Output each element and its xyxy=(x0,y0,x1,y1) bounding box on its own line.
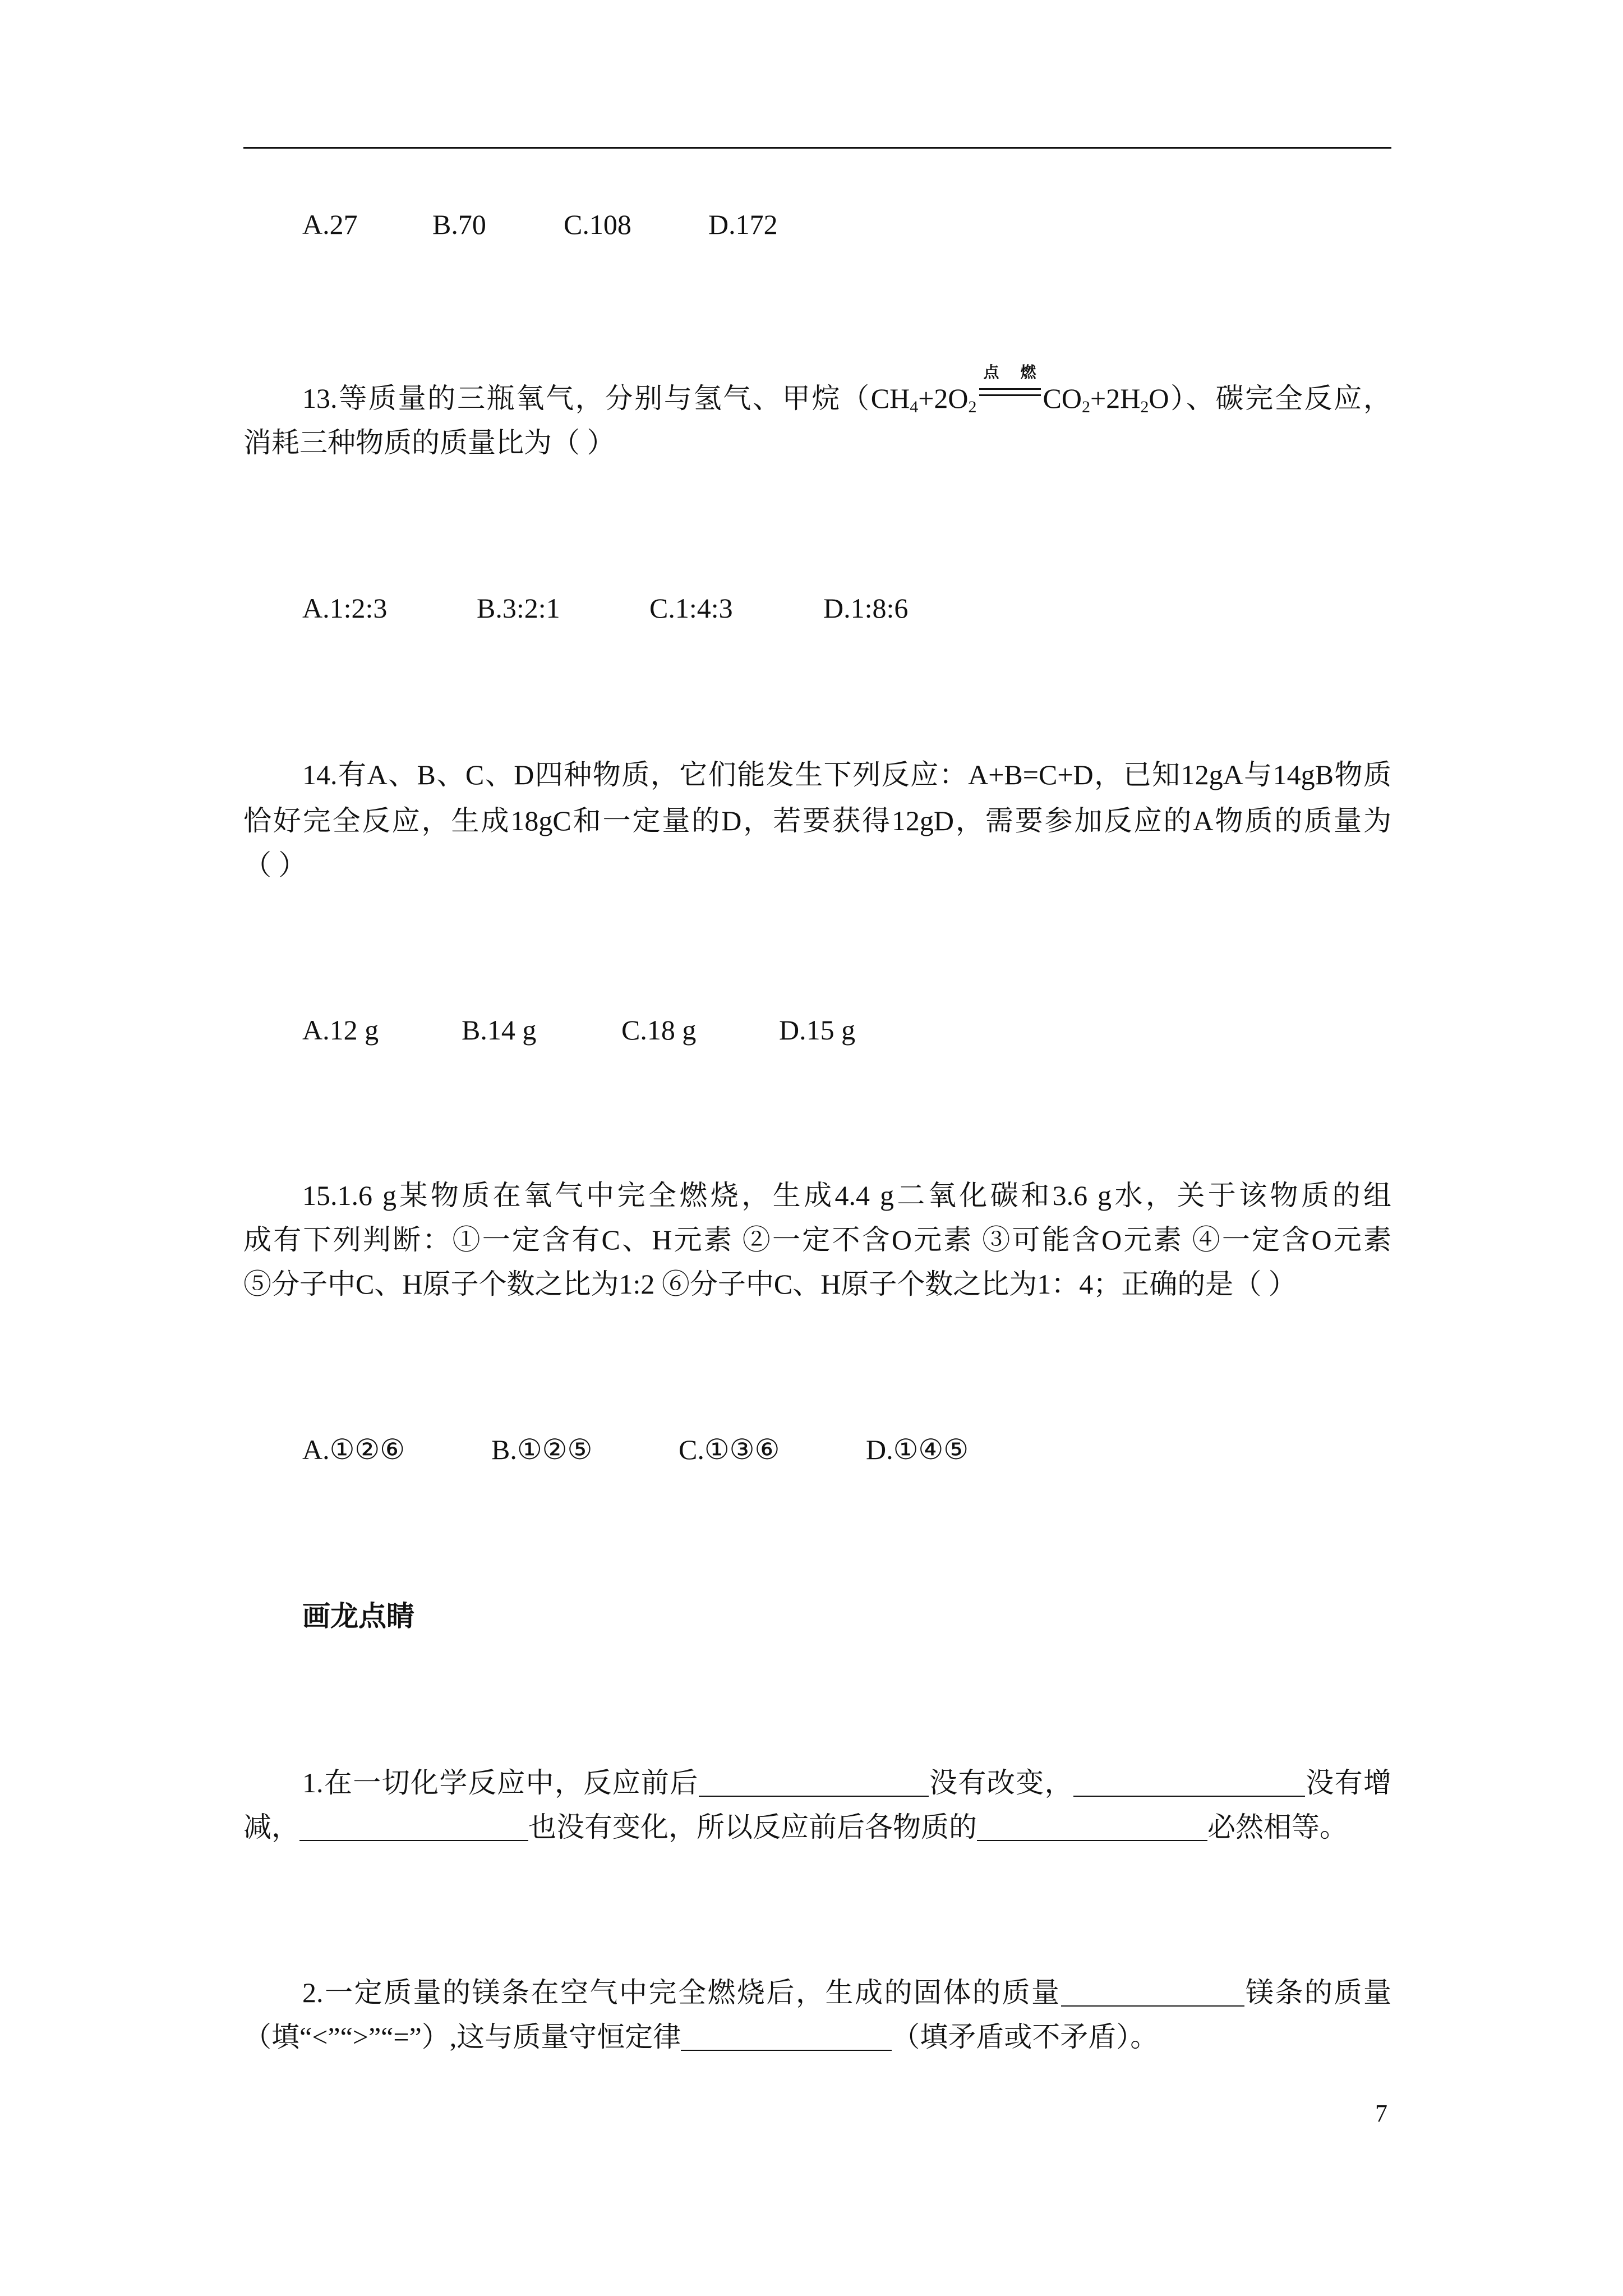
fill2-line-1 xyxy=(302,1976,1391,2009)
q15-option-d: D.①④⑤ xyxy=(866,1434,969,1465)
fill1-text: 没有增 xyxy=(1304,1767,1392,1798)
fill2-text: 镁条的质量 xyxy=(1244,1977,1391,2008)
fill2-text: （填矛盾或不矛盾）。 xyxy=(892,2021,1159,2053)
section-heading: 画龙点睛 xyxy=(302,1600,414,1632)
fill1-text: 也没有变化，所以反应前后各物质的 xyxy=(528,1811,977,1843)
q13-stem-text-pre: 13.等质量的三瓶氧气，分别与氢气、甲烷（ xyxy=(302,383,871,414)
answer-blank xyxy=(681,2025,892,2051)
fill1-text: 减， xyxy=(243,1811,299,1843)
q13-formula-product-3: O xyxy=(1149,383,1169,414)
q14-stem-line-2: 恰好完全反应，生成18gC和一定量的D，若要获得12gD，需要参加反应的A物质的质量为 xyxy=(243,805,1391,836)
answer-blank xyxy=(299,1815,528,1841)
q13-stem-text-post: ）、碳完全反应， xyxy=(1169,383,1392,414)
q12-option-b: B.70 xyxy=(432,209,486,240)
header-rule xyxy=(243,147,1391,149)
q13-stem-line-2: 消耗三种物质的质量比为（ ） xyxy=(243,427,615,458)
q13-formula-subscript: 2 xyxy=(1082,398,1090,416)
fill2-line-2 xyxy=(243,2020,1391,2054)
q13-option-c: C.1:4:3 xyxy=(649,592,733,624)
q13-formula-reactant-1: CH xyxy=(870,383,910,414)
q15-stem-line-3: ⑤分子中C、H原子个数之比为1:2 ⑥分子中C、H原子个数之比为1：4；正确的是（ ） xyxy=(243,1268,1297,1300)
q14-option-a: A.12 g xyxy=(302,1014,379,1046)
q13-formula-subscript: 2 xyxy=(1140,398,1149,416)
q13-option-d: D.1:8:6 xyxy=(823,592,909,624)
q15-stem-line-1: 15.1.6 g某物质在氧气中完全燃烧，生成4.4 g二氧化碳和3.6 g水，关于该物质的组 xyxy=(302,1180,1391,1211)
fill2-text: （填“<”“>”“=”）,这与质量守恒定律 xyxy=(243,2021,681,2053)
fill1-line-2 xyxy=(243,1810,1391,1844)
q15-option-a: A.①②⑥ xyxy=(302,1434,405,1465)
q13-formula-subscript: 4 xyxy=(910,398,919,416)
fill1-text: 没有改变， xyxy=(928,1767,1073,1798)
q14-option-d: D.15 g xyxy=(779,1014,856,1046)
q14-stem-line-3: （ ） xyxy=(243,849,307,881)
q15-option-b: B.①②⑤ xyxy=(491,1434,593,1465)
q13-formula-product-1: CO xyxy=(1043,383,1082,414)
q14-option-c: C.18 g xyxy=(621,1014,697,1046)
answer-blank xyxy=(699,1771,929,1797)
reaction-equals-lines xyxy=(979,388,1041,396)
q13-option-b: B.3:2:1 xyxy=(477,592,560,624)
answer-blank xyxy=(977,1815,1207,1841)
fill1-line-1 xyxy=(302,1766,1391,1800)
answer-blank xyxy=(1061,1981,1244,2007)
fill1-text: 1.在一切化学反应中，反应前后 xyxy=(302,1767,699,1798)
fill1-text: 必然相等。 xyxy=(1207,1811,1348,1843)
q12-option-d: D.172 xyxy=(708,209,778,240)
q14-stem-line-1: 14.有A、B、C、D四种物质，它们能发生下列反应：A+B=C+D，已知12gA与14gB物质 xyxy=(302,759,1391,790)
answer-blank xyxy=(1073,1771,1305,1797)
q13-formula-reactant-2: +2O xyxy=(918,383,969,414)
q15-stem-line-2: 成有下列判断：①一定含有C、H元素 ②一定不含O元素 ③可能含O元素 ④一定含O元素 xyxy=(243,1224,1391,1255)
q15-option-c: C.①③⑥ xyxy=(679,1434,780,1465)
q13-option-a: A.1:2:3 xyxy=(302,592,388,624)
reaction-condition-label: 点燃 xyxy=(983,364,1043,381)
q13-formula-product-2: +2H xyxy=(1090,383,1141,414)
q14-option-b: B.14 g xyxy=(462,1014,537,1046)
reaction-condition-sign xyxy=(977,364,1043,415)
q12-option-c: C.108 xyxy=(564,209,631,240)
q12-option-a: A.27 xyxy=(302,209,358,240)
fill2-text: 2.一定质量的镁条在空气中完全燃烧后，生成的固体的质量 xyxy=(302,1977,1061,2008)
q13-stem-line-1 xyxy=(302,364,1392,416)
page-number: 7 xyxy=(1375,2100,1387,2127)
q13-formula-subscript: 2 xyxy=(968,398,977,416)
